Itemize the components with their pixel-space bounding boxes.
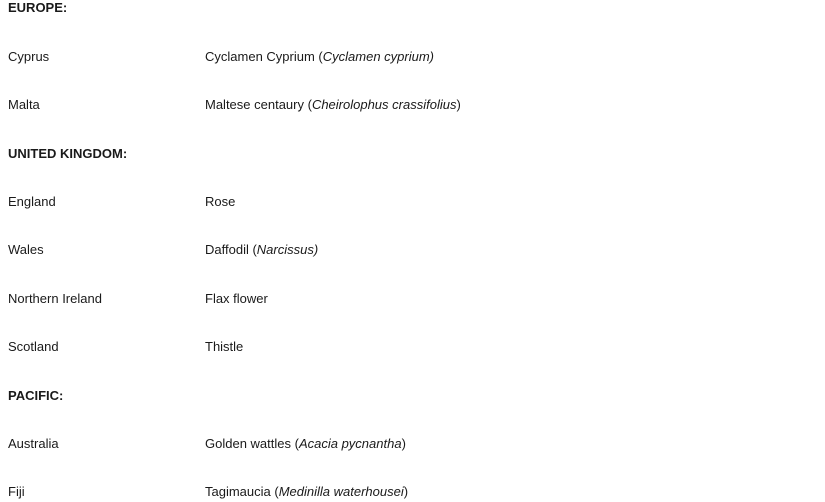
country-name: Wales — [8, 242, 44, 257]
flower-scientific-name: Acacia pycnantha — [298, 436, 402, 451]
flower-common-name: Tagimaucia ( — [205, 484, 279, 499]
flower-suffix: ) — [401, 436, 406, 451]
flower-common-name: Cyclamen Cyprium ( — [205, 49, 323, 64]
flower-scientific-name: Narcissus) — [256, 242, 319, 257]
section-heading-pacific — [0, 386, 825, 406]
section-heading-united-kingdom — [0, 144, 825, 164]
list-row-australia — [0, 434, 825, 454]
list-row-malta — [0, 95, 825, 115]
flower-name — [205, 482, 408, 502]
section-heading-europe — [0, 0, 825, 18]
flower-common-name: Maltese centaury ( — [205, 97, 312, 112]
country-name: Australia — [8, 436, 59, 451]
flower-scientific-name: Medinilla waterhousei — [278, 484, 404, 499]
flower-suffix: ) — [403, 484, 409, 499]
flower-name — [205, 434, 406, 454]
list-row-cyprus — [0, 47, 825, 67]
flower-name: Thistle — [205, 339, 244, 354]
heading-text: UNITED KINGDOM: — [8, 146, 128, 161]
country-name: England — [8, 194, 56, 209]
list-row-northern-ireland — [0, 289, 825, 309]
flower-scientific-name: Cyclamen cyprium) — [322, 49, 434, 64]
heading-text: PACIFIC: — [8, 388, 64, 403]
list-row-fiji — [0, 482, 825, 502]
flower-name: Flax flower — [205, 291, 268, 306]
flower-suffix: ) — [456, 97, 461, 112]
list-row-scotland — [0, 337, 825, 357]
country-name: Cyprus — [8, 49, 50, 64]
heading-text: EUROPE: — [8, 0, 68, 15]
flower-common-name: Golden wattles ( — [205, 436, 299, 451]
country-name: Scotland — [8, 339, 59, 354]
list-row-wales — [0, 240, 825, 260]
flower-name: Rose — [205, 194, 236, 209]
list-row-england — [0, 192, 825, 212]
country-name: Fiji — [8, 484, 25, 499]
flower-name — [205, 47, 434, 67]
flower-name — [205, 240, 318, 260]
flower-scientific-name: Cheirolophus crassifolius — [311, 97, 457, 112]
flower-name — [205, 95, 461, 115]
country-name: Northern Ireland — [8, 291, 102, 306]
flower-common-name: Daffodil ( — [205, 242, 257, 257]
country-name: Malta — [8, 97, 40, 112]
